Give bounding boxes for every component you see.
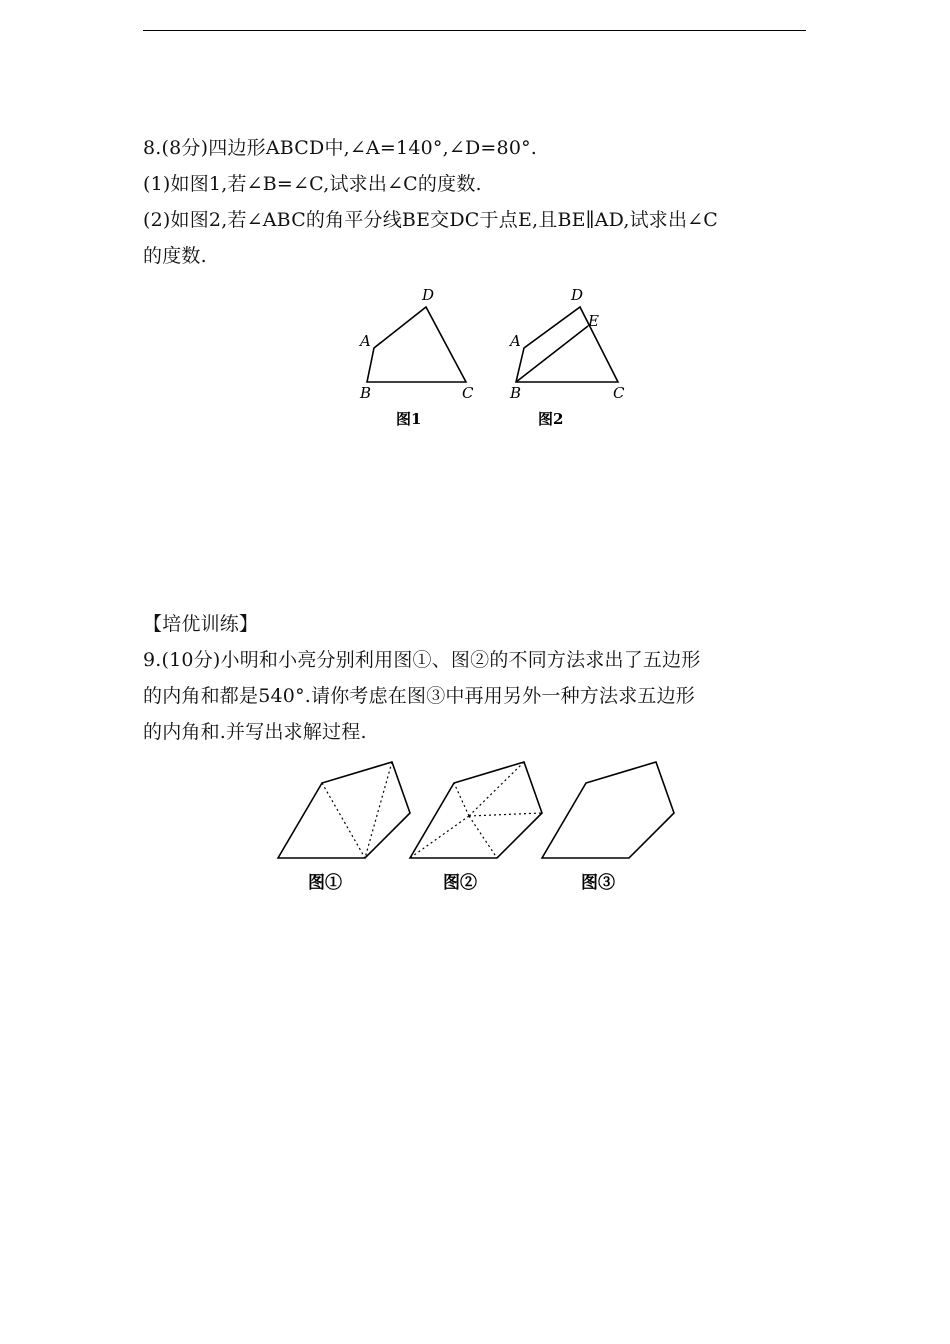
label-e: E bbox=[588, 312, 599, 330]
label-c: C bbox=[462, 384, 474, 402]
label-b: B bbox=[510, 384, 522, 402]
label-b: B bbox=[360, 384, 372, 402]
q8-line-4: 的度数. bbox=[143, 245, 207, 267]
header-rule bbox=[143, 30, 806, 31]
caption-fig-circle-3: 图③ bbox=[581, 873, 615, 893]
q9-line-1: 9.(10分)小明和小亮分别利用图①、图②的不同方法求出了五边形 bbox=[143, 649, 701, 671]
pentagon-fig-3 bbox=[542, 762, 674, 858]
q9-line-2: 的内角和都是540°.请你考虑在图③中再用另外一种方法求五边形 bbox=[143, 685, 696, 707]
label-d: D bbox=[422, 286, 435, 304]
q8-line-3: (2)如图2,若∠ABC的角平分线BE交DC于点E,且BE∥AD,试求出∠C bbox=[143, 209, 719, 231]
label-c: C bbox=[613, 384, 625, 402]
label-d: D bbox=[571, 286, 584, 304]
q9-line-3: 的内角和.并写出求解过程. bbox=[143, 721, 367, 743]
caption-fig-2: 图2 bbox=[538, 410, 564, 428]
caption-fig-circle-1: 图① bbox=[308, 873, 342, 893]
q8-line-1: 8.(8分)四边形ABCD中,∠A=140°,∠D=80°. bbox=[143, 137, 538, 159]
q8-figure-1 bbox=[350, 280, 490, 430]
q8-figure-2 bbox=[500, 280, 640, 430]
label-a: A bbox=[510, 332, 521, 350]
bisector-be bbox=[516, 326, 588, 382]
section-title: 【培优训练】 bbox=[143, 613, 259, 635]
caption-fig-1: 图1 bbox=[396, 410, 422, 428]
pentagon-fig-2 bbox=[410, 762, 542, 858]
q9-figures bbox=[270, 755, 700, 905]
pentagon-fig-1 bbox=[278, 762, 410, 858]
q8-line-2: (1)如图1,若∠B=∠C,试求出∠C的度数. bbox=[143, 173, 482, 195]
label-a: A bbox=[360, 332, 371, 350]
caption-fig-circle-2: 图② bbox=[443, 873, 477, 893]
quadrilateral-abcd bbox=[367, 307, 466, 382]
